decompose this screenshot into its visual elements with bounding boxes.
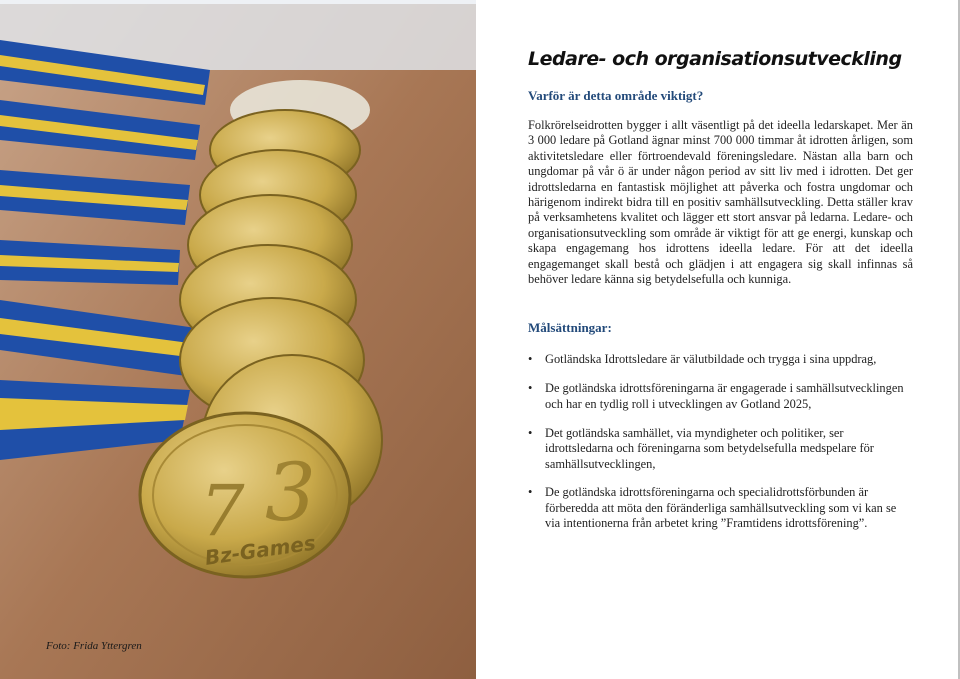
photo-credit: Foto: Frida Yttergren (46, 640, 142, 652)
medals-photo (0, 0, 476, 679)
bullet-icon: • (528, 425, 533, 440)
text-column (528, 48, 913, 545)
goal-item: • Det gotländska samhället, via myndigheter och politiker, ser idrottsledarna och föreningarna som betydelsefulla medspelare för samhällsutvecklingen, (528, 425, 874, 471)
svg-text:7: 7 (200, 470, 245, 552)
goals-heading: Målsättningar: (528, 320, 612, 336)
goals-list (528, 352, 913, 531)
top-strip (0, 0, 476, 4)
goal-item: • De gotländska idrottsföreningarna är engagerade i samhällsutvecklingen och har en tydlig roll i utvecklingen av Gotland 2025, (528, 381, 904, 411)
svg-text:3: 3 (265, 446, 316, 539)
goal-item: • Gotländska Idrottsledare är välutbildade och trygga i sina uppdrag, (528, 352, 877, 367)
page-title: Ledare- och organisationsutveckling (528, 48, 902, 70)
body-paragraph: Folkrörelseidrotten bygger i allt väsentligt på det ideella ledarskapet. Mer än 3 000 ledare på Gotland ägnar minst 700 000 timmar åt idrotten årligen, som aktivitetsledare eller förtroendevald föreningsledare. Nästan alla barn och ungdomar på vår ö är under någon period av sitt liv med i idrotten. Det ger idrottsledarna en fantastisk möjlighet att påverka och fostra ungdomar och härigenom indirekt bidra till en positiv samhällsutveckling. Detta ställer krav på verksamhetens kvalitet och lägger ett stort ansvar på ledarna. Ledare- och organisationsutveckling som område är viktigt för att ge energi, kunskap och skapa engagemang hos idrottens ideella ledare. För att det ideella engagemanget skall bestå och glädjen i att engagera sig skall infinnas så behöver ledare känna sig betydelsefulla och kunniga. (528, 118, 913, 287)
bullet-icon: • (528, 485, 533, 500)
bullet-icon: • (528, 381, 533, 396)
medals-illustration (0, 0, 476, 679)
section-question: Varför är detta område viktigt? (528, 88, 704, 103)
svg-text:Bz-Games: Bz-Games (203, 530, 318, 570)
goal-item: • De gotländska idrottsföreningarna och specialidrottsförbunden är förberedda att möta den föränderliga samhällsutveckling som vi kan se via intentionerna från arbetet kring ”Framtidens idrottsförening”. (528, 485, 897, 531)
bullet-icon: • (528, 352, 533, 367)
